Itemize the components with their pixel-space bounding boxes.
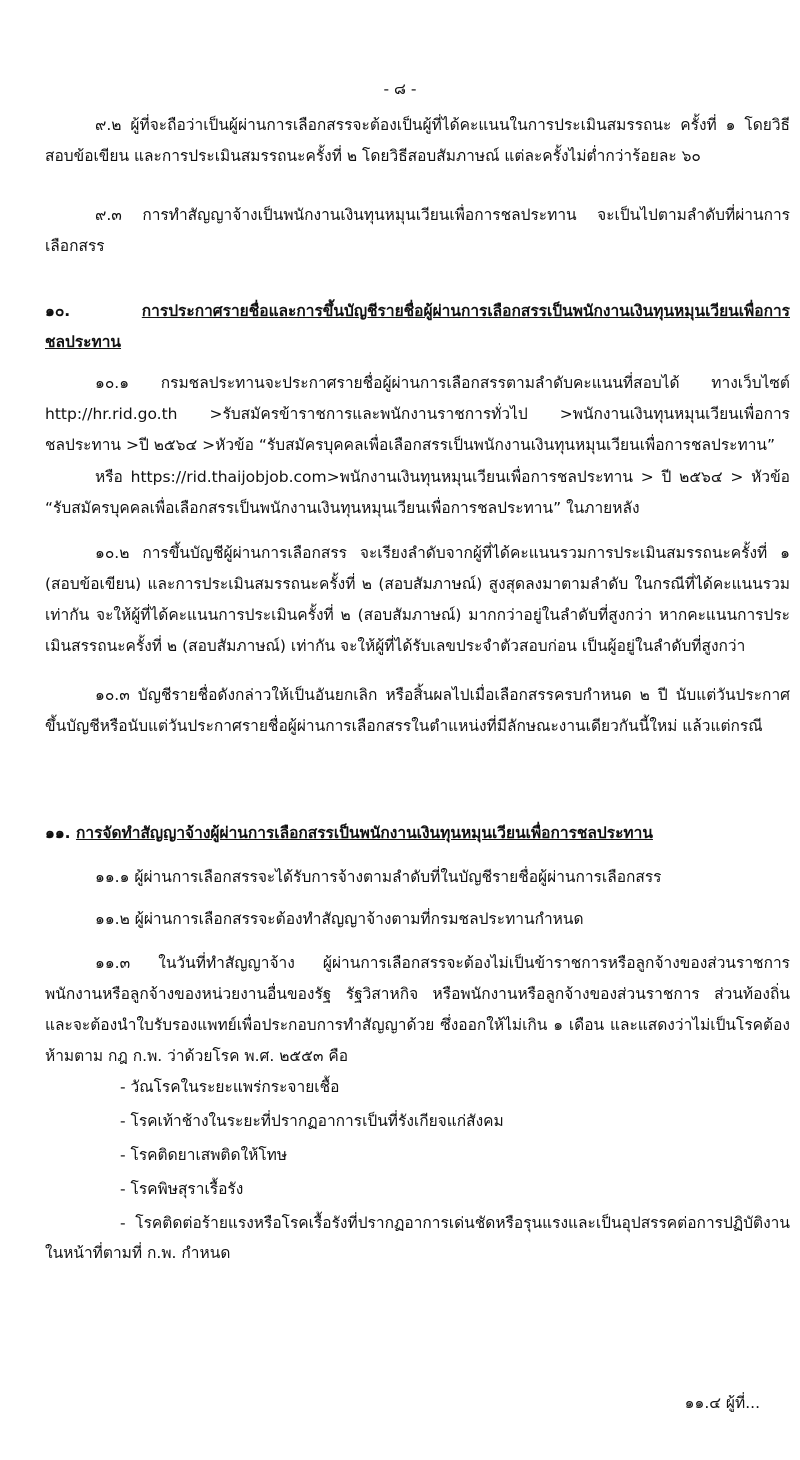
page-number: - ๘ - — [383, 80, 417, 98]
paragraph-11-1: ๑๑.๑ ผู้ผ่านการเลือกสรรจะได้รับการจ้างตามลำดับที่ในบัญชีรายชื่อผู้ผ่านการเลือกสรร — [95, 868, 662, 886]
section-11-heading — [45, 818, 790, 849]
section-10-heading — [45, 296, 790, 358]
disease-list-item: - โรคติดยาเสพติดให้โทษ — [120, 1146, 288, 1164]
section-11-title: การจัดทำสัญญาจ้างผู้ผ่านการเลือกสรรเป็นพนักงานเงินทุนหมุนเวียนเพื่อการชลประทาน — [75, 824, 653, 842]
paragraph-10-3: ๑๐.๓ บัญชีรายชื่อดังกล่าวให้เป็นอันยกเลิก หรือสิ้นผลไปเมื่อเลือกสรรครบกำหนด ๒ ปี นับแต่วันประกาศขึ้นบัญชีหรือนับแต่วันประกาศรายชื่อผู้ผ่านการเลือกสรรในตำแหน่งที่มีลักษณะงานเดียวกันนี้ใหม่ แล้วแต่กรณี — [45, 686, 790, 735]
section-10-title: การประกาศรายชื่อและการขึ้นบัญชีรายชื่อผู้ผ่านการเลือกสรรเป็นพนักงานเงินทุนหมุนเวียนเพื่อการชลประทาน — [45, 302, 790, 351]
continuation-note: ๑๑.๔ ผู้ที่... — [684, 1394, 760, 1412]
disease-list-item: - โรคพิษสุราเรื้อรัง — [120, 1180, 244, 1198]
paragraph-10-1: ๑๐.๑ กรมชลประทานจะประกาศรายชื่อผู้ผ่านการเลือกสรรตามลำดับคะแนนที่สอบได้ ทางเว็บไซต์ http://hr.rid.go.th >รับสมัครข้าราชการและพนักงานราชการทั่วไป >พนักงานเงินทุนหมุนเวียนเพื่อการชลประทาน >ปี ๒๕๖๔ >หัวข้อ “รับสมัครบุคคลเพื่อเลือกสรรเป็นพนักงานเงินทุนหมุนเวียนเพื่อการชลประทาน” — [45, 374, 790, 454]
disease-list-item-last: - โรคติดต่อร้ายแรงหรือโรคเรื้อรังที่ปรากฏอาการเด่นชัดหรือรุนแรงและเป็นอุปสรรคต่อการปฏิบัติงานในหน้าที่ตามที่ ก.พ. กำหนด — [45, 1214, 790, 1262]
section-11-number: ๑๑. — [45, 824, 71, 842]
paragraph-10-2: ๑๐.๒ การขึ้นบัญชีผู้ผ่านการเลือกสรร จะเรียงลำดับจากผู้ที่ได้คะแนนรวมการประเมินสมรรถนะครั้งที่ ๑ (สอบข้อเขียน) และการประเมินสมรรถนะครั้งที่ ๒ (สอบสัมภาษณ์) สูงสุดลงมาตามลำดับ ในกรณีที่ได้คะแนนรวมเท่ากัน จะให้ผู้ที่ได้คะแนนการประเมินครั้งที่ ๒ (สอบสัมภาษณ์) มากกว่าอยู่ในลำดับที่สูงกว่า หากคะแนนการประเมินสรรถนะครั้งที่ ๒ (สอบสัมภาษณ์) เท่ากัน จะให้ผู้ที่ได้รับเลขประจำตัวสอบก่อน เป็นผู้อยู่ในลำดับที่สูงกว่า — [45, 544, 790, 655]
paragraph-9-3: ๙.๓ การทำสัญญาจ้างเป็นพนักงานเงินทุนหมุนเวียนเพื่อการชลประทาน จะเป็นไปตามลำดับที่ผ่านการเลือกสรร — [45, 206, 790, 255]
paragraph-9-2: ๙.๒ ผู้ที่จะถือว่าเป็นผู้ผ่านการเลือกสรรจะต้องเป็นผู้ที่ได้คะแนนในการประเมินสมรรถนะ ครั้งที่ ๑ โดยวิธีสอบข้อเขียน และการประเมินสมรรถนะครั้งที่ ๒ โดยวิธีสอบสัมภาษณ์ แต่ละครั้งไม่ต่ำกว่าร้อยละ ๖๐ — [45, 116, 790, 165]
paragraph-11-2: ๑๑.๒ ผู้ผ่านการเลือกสรรจะต้องทำสัญญาจ้างตามที่กรมชลประทานกำหนด — [95, 910, 584, 928]
paragraph-10-1-alt-url: หรือ https://rid.thaijobjob.com>พนักงานเงินทุนหมุนเวียนเพื่อการชลประทาน > ปี ๒๕๖๔ > หัวข้อ “รับสมัครบุคคลเพื่อเลือกสรรเป็นพนักงานเงินทุนหมุนเวียนเพื่อการชลประทาน” ในภายหลัง — [45, 468, 790, 517]
disease-list-item: - วัณโรคในระยะแพร่กระจายเชื้อ — [120, 1078, 340, 1096]
disease-list-item: - โรคเท้าช้างในระยะที่ปรากฏอาการเป็นที่รังเกียจแก่สังคม — [120, 1112, 504, 1130]
section-10-number: ๑๐. — [45, 302, 71, 320]
paragraph-11-3: ๑๑.๓ ในวันที่ทำสัญญาจ้าง ผู้ผ่านการเลือกสรรจะต้องไม่เป็นข้าราชการหรือลูกจ้างของส่วนราชการ พนักงานหรือลูกจ้างของหน่วยงานอื่นของรัฐ รัฐวิสาหกิจ หรือพนักงานหรือลูกจ้างของส่วนราชการ ส่วนท้องถิ่น และจะต้องนำใบรับรองแพทย์เพื่อประกอบการทำสัญญาด้วย ซึ่งออกให้ไม่เกิน ๑ เดือน และแสดงว่าไม่เป็นโรคต้องห้ามตาม กฎ ก.พ. ว่าด้วยโรค พ.ศ. ๒๕๕๓ คือ — [45, 954, 790, 1065]
